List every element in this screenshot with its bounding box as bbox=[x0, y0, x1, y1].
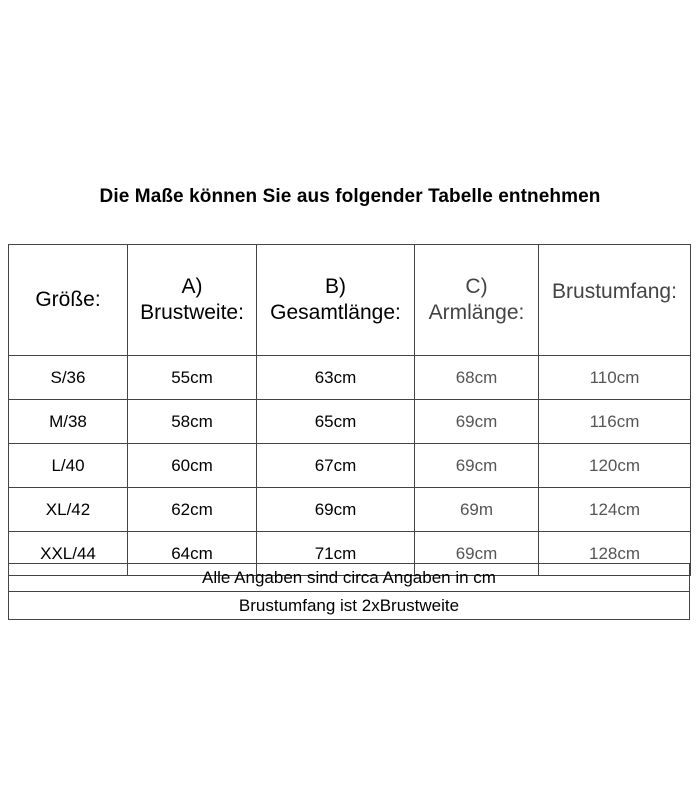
header-chest-circumference bbox=[539, 245, 691, 356]
page-title: Die Maße können Sie aus folgender Tabelle entnehmen bbox=[99, 186, 601, 207]
cell-total-length: 63cm bbox=[257, 356, 415, 400]
cell-chest-circumference: 120cm bbox=[539, 444, 691, 488]
note-chest-circumference: Brustumfang ist 2xBrustweite bbox=[9, 592, 690, 620]
note-approximate: Alle Angaben sind circa Angaben in cm bbox=[9, 564, 690, 592]
cell-size: XXL/44 bbox=[9, 532, 128, 576]
cell-total-length: 67cm bbox=[257, 444, 415, 488]
cell-sleeve-length: 69m bbox=[415, 488, 539, 532]
header-chest-width-letter: A) bbox=[181, 275, 203, 298]
note-row bbox=[9, 592, 690, 620]
header-total-length-letter: B) bbox=[325, 275, 346, 298]
header-total-length bbox=[257, 245, 415, 356]
cell-sleeve-length: 69cm bbox=[415, 400, 539, 444]
cell-chest-width: 58cm bbox=[128, 400, 257, 444]
table-row bbox=[9, 400, 691, 444]
header-sleeve-length-label: Armlänge: bbox=[428, 301, 525, 324]
cell-chest-circumference: 110cm bbox=[539, 356, 691, 400]
cell-total-length: 71cm bbox=[257, 532, 415, 576]
table-row bbox=[9, 444, 691, 488]
header-size-label: Größe: bbox=[35, 288, 101, 311]
cell-sleeve-length: 69cm bbox=[415, 444, 539, 488]
cell-chest-width: 55cm bbox=[128, 356, 257, 400]
header-chest-width-label: Brustweite: bbox=[140, 301, 244, 324]
note-row bbox=[9, 564, 690, 592]
header-chest-circumference-label: Brustumfang: bbox=[552, 280, 677, 303]
header-sleeve-length bbox=[415, 245, 539, 356]
cell-chest-width: 60cm bbox=[128, 444, 257, 488]
table-header-row bbox=[9, 245, 691, 356]
cell-chest-circumference: 124cm bbox=[539, 488, 691, 532]
header-sleeve-length-letter: C) bbox=[465, 275, 488, 298]
size-table bbox=[8, 244, 691, 576]
cell-sleeve-length: 68cm bbox=[415, 356, 539, 400]
cell-total-length: 69cm bbox=[257, 488, 415, 532]
cell-sleeve-length: 69cm bbox=[415, 532, 539, 576]
table-row bbox=[9, 488, 691, 532]
table-row bbox=[9, 356, 691, 400]
cell-size: XL/42 bbox=[9, 488, 128, 532]
cell-chest-circumference: 116cm bbox=[539, 400, 691, 444]
cell-size: M/38 bbox=[9, 400, 128, 444]
header-total-length-label: Gesamtlänge: bbox=[270, 301, 401, 324]
cell-total-length: 65cm bbox=[257, 400, 415, 444]
header-size bbox=[9, 245, 128, 356]
header-chest-width bbox=[128, 245, 257, 356]
cell-size: L/40 bbox=[9, 444, 128, 488]
cell-size: S/36 bbox=[9, 356, 128, 400]
cell-chest-circumference: 128cm bbox=[539, 532, 691, 576]
notes-table bbox=[8, 563, 690, 620]
cell-chest-width: 64cm bbox=[128, 532, 257, 576]
cell-chest-width: 62cm bbox=[128, 488, 257, 532]
